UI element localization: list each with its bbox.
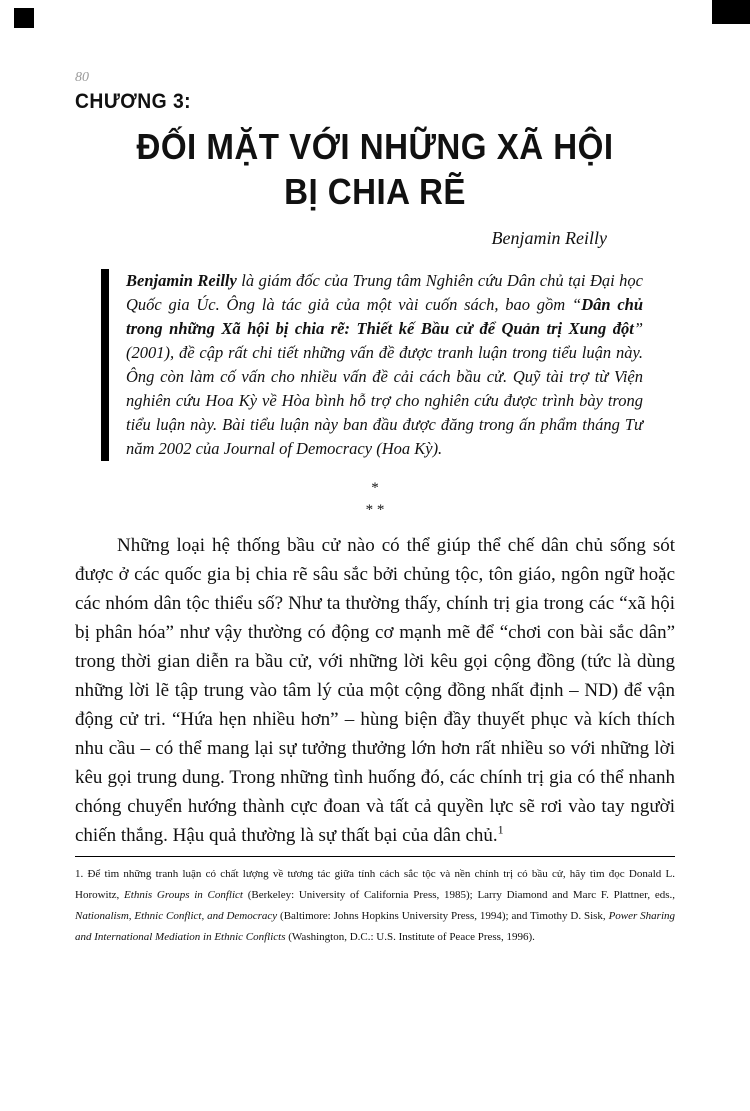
separator-star-bottom: * * — [365, 502, 385, 518]
bio-author-bold: Benjamin Reilly — [126, 271, 242, 290]
bio-book-title: Dân chủ trong những Xã hội bị chia rẽ: Thiết kế Bầu cử để Quản trị Xung đột — [126, 295, 643, 338]
author-name: Benjamin Reilly — [491, 228, 607, 248]
separator-star-top: * — [371, 480, 379, 496]
page-number: 80 — [75, 70, 89, 85]
footnote-text-1: 1. Để tìm những tranh luận có chất lượng về tương tác giữa tính cách sắc tộc và nền chính trị có bầu cử, hãy tìm đọc Donald L. Horowitz, — [75, 868, 675, 901]
footnote-block — [75, 856, 675, 948]
chapter-label: CHƯƠNG 3: — [75, 90, 192, 113]
section-separator — [75, 477, 675, 521]
body-paragraph-text: Những loại hệ thống bầu cử nào có thể giúp thể chế dân chủ sống sót được ở các quốc gia bị chia rẽ sâu sắc bởi chủng tộc, tôn giáo, ngôn ngữ hoặc các nhóm dân tộc thiểu số? Như ta thường thấy, chính trị gia trong các “xã hội bị phân hóa” như vậy thường có động cơ mạnh mẽ để “chơi con bài sắc dân” trong thời gian diễn ra bầu cử, với những lời kêu gọi cộng đồng (tức là dùng những lời lẽ tập trung vào tâm lý của một cộng đồng nhất định – ND) để vận động cử tri. “Hứa hẹn nhiều hơn” – hùng biện đầy thuyết phục và kích thích nhu cầu – có thể mang lại sự tưởng thưởng lớn hơn rất nhiều so với những lời kêu gọi trung dung. Trong những tình huống đó, các chính trị gia có thể nhanh chóng chuyển hướng thành cực đoan và tất cả quyền lực sẽ rơi vào tay người chiến thắng. Hậu quả thường là sự thất bại của dân chủ. — [75, 535, 675, 846]
chapter-title — [99, 124, 651, 214]
footnote-book-title-1: Ethnis Groups in Conflict — [124, 889, 243, 901]
footnote-text-4: (Washington, D.C.: U.S. Institute of Peace Press, 1996). — [285, 931, 535, 943]
body-paragraph — [75, 531, 675, 850]
footnote-text-3: (Baltimore: Johns Hopkins University Press, 1994); and Timothy D. Sisk, — [277, 910, 609, 922]
author-bio-block — [101, 269, 643, 461]
corner-mark-top-left — [14, 8, 34, 28]
footnote-text-2: (Berkeley: University of California Press, 1985); Larry Diamond and Marc F. Plattner, eds., — [242, 889, 675, 901]
chapter-title-line2: BỊ CHIA RẼ — [284, 171, 466, 212]
corner-mark-top-right — [712, 0, 750, 24]
chapter-title-line1: ĐỐI MẶT VỚI NHỮNG XÃ HỘI — [136, 126, 614, 167]
footnote-book-title-2: Nationalism, Ethnic Conflict, and Democracy — [75, 910, 278, 922]
bio-text-2: ” (2001), đề cập rất chi tiết những vấn đề được tranh luận trong tiểu luận này. Ông còn làm cố vấn cho nhiều vấn đề cải cách bầu cử. Quỹ tài trợ từ Viện nghiên cứu Hoa Kỳ về Hòa bình hỗ trợ cho nghiên cứu được trình bày trong tiểu luận này. Bài tiểu luận này ban đầu được đăng trong ấn phẩm tháng Tư năm 2002 của Journal of Democracy (Hoa Kỳ). — [126, 319, 643, 458]
bio-text-1: là giám đốc của Trung tâm Nghiên cứu Dân chủ tại Đại học Quốc gia Úc. Ông là tác giả của một vài cuốn sách, bao gồm “ — [126, 271, 644, 314]
footnote-book-title-3: Power Sharing and International Mediation in Ethnic Conflicts — [75, 910, 675, 943]
footnote-reference: 1 — [497, 822, 504, 837]
